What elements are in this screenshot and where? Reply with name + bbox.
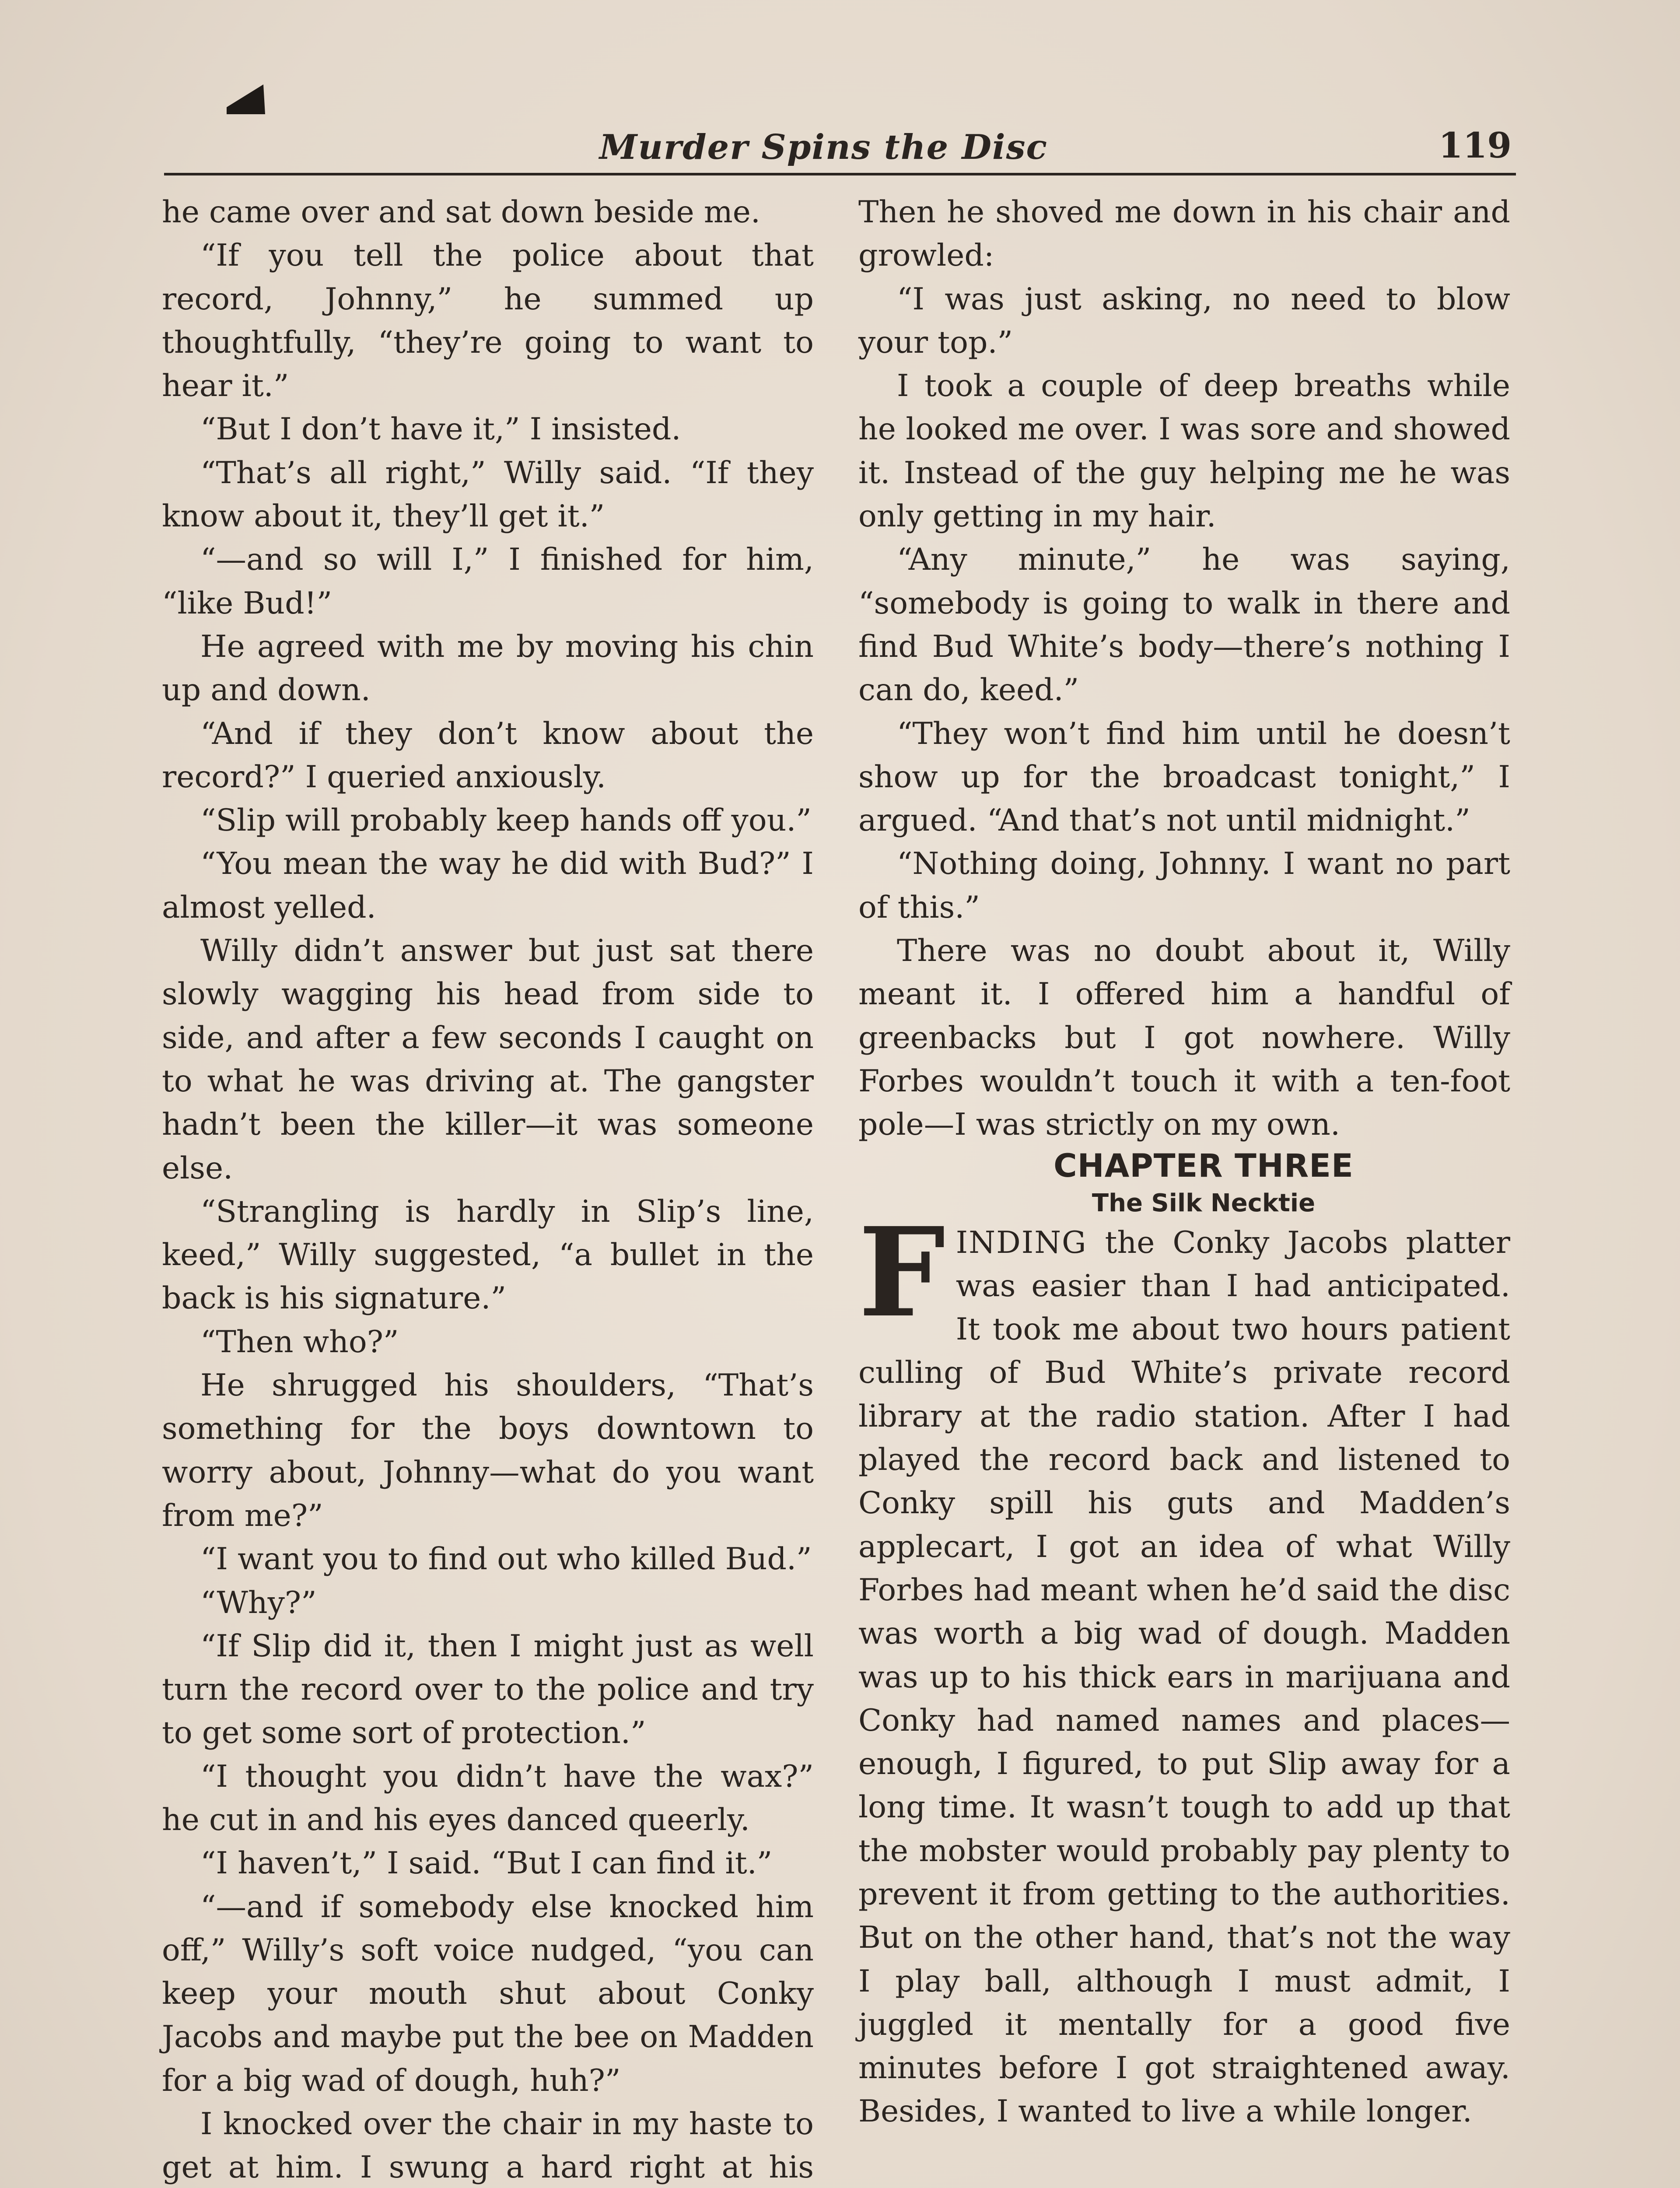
paragraph: “I haven’t,” I said. “But I can find it.” bbox=[200, 1845, 773, 1881]
paragraph: “And if they don’t know about the record?” I queried anxiously. bbox=[162, 715, 814, 795]
paragraph: “If Slip did it, then I might just as well turn the record over to the police and try to get some sort of protection.” bbox=[162, 1628, 814, 1751]
lead-words: INDING bbox=[956, 1224, 1087, 1260]
paragraph: I knocked over the chair in my haste to get at him. I swung a hard right at his bbox=[162, 2106, 814, 2185]
paragraph: “If you tell the police about that record, Johnny,” he summed up thoughtfully, “they’re going to want to hear it.” bbox=[162, 238, 814, 404]
paragraph: “You mean the way he did with Bud?” I almost yelled. bbox=[162, 846, 814, 925]
paragraph: “Slip will probably keep hands off you.” bbox=[200, 803, 812, 838]
paragraph: There was no doubt about it, Willy meant it. I offered him a handful of greenbacks but I got nowhere. Willy Forbes wouldn’t touch it with a ten-foot pole—I was strictly on my own. bbox=[858, 933, 1510, 1143]
left-column bbox=[162, 190, 814, 2188]
paragraph: He shrugged his shoulders, “That’s something for the boys downtown to worry about, Johnny—what do you want from me?” bbox=[162, 1368, 814, 1533]
paragraph: “Strangling is hardly in Slip’s line, keed,” Willy suggested, “a bullet in the back is his signature.” bbox=[162, 1193, 814, 1316]
paragraph: “They won’t find him until he doesn’t show up for the broadcast tonight,” I argued. “And that’s not until midnight.” bbox=[858, 715, 1510, 838]
paragraph: “That’s all right,” Willy said. “If they know about it, they’ll get it.” bbox=[162, 455, 814, 534]
page-header bbox=[164, 125, 1516, 175]
right-column bbox=[858, 190, 1510, 2133]
drop-cap: F bbox=[858, 1200, 945, 1345]
paragraph: Willy didn’t answer but just sat there slowly wagging his head from side to side, and after a few seconds I caught on to what he was driving at. The gangster hadn’t been the killer—it was someone else. bbox=[162, 933, 814, 1186]
chapter-title: CHAPTER THREE bbox=[1054, 1147, 1354, 1185]
paragraph: “Why?” bbox=[200, 1585, 317, 1620]
paragraph: he came over and sat down beside me. bbox=[162, 194, 760, 230]
paragraph: “—and so will I,” I finished for him, “like Bud!” bbox=[162, 542, 814, 621]
page-number: 119 bbox=[1438, 125, 1512, 166]
right-column-text bbox=[858, 190, 1510, 1147]
paragraph: “I thought you didn’t have the wax?” he cut in and his eyes danced queerly. bbox=[162, 1758, 814, 1837]
paragraph: I took a couple of deep breaths while he looked me over. I was sore and showed it. Instead of the guy helping me he was only getting in my hair. bbox=[858, 368, 1510, 534]
paragraph: “I want you to find out who killed Bud.” bbox=[200, 1541, 812, 1577]
running-title: Murder Spins the Disc bbox=[599, 127, 1048, 167]
paragraph: “Then who?” bbox=[200, 1324, 399, 1360]
chapter-subtitle: The Silk Necktie bbox=[1092, 1189, 1316, 1217]
paragraph: “—and if somebody else knocked him off,” Willy’s soft voice nudged, “you can keep your mouth shut about Conky Jacobs and maybe put the bee on Madden for a big wad of dough, huh?” bbox=[162, 1889, 814, 2098]
paragraph: “I was just asking, no need to blow your top.” bbox=[858, 281, 1510, 360]
paragraph: Then he shoved me down in his chair and growled: bbox=[858, 194, 1510, 274]
paragraph: “Any minute,” he was saying, “somebody is going to walk in there and find Bud White’s body—there’s nothing I can do, keed.” bbox=[858, 542, 1510, 708]
paragraph: “But I don’t have it,” I insisted. bbox=[200, 411, 681, 447]
paragraph: He agreed with me by moving his chin up and down. bbox=[162, 628, 814, 708]
paragraph: “Nothing doing, Johnny. I want no part of this.” bbox=[858, 846, 1510, 925]
opening-text: the Conky Jacobs platter was easier than I had anticipated. It took me about two hours patient culling of Bud White’s private record library at the radio station. After I had played the record back and listened to Conky spill his guts and Madden’s applecart, I got an idea of what Willy Forbes had meant when he’d said the disc was worth a big wad of dough. Madden was up to his thick ears in marijuana and Conky had named names and places—enough, I figured, to put Slip away for a long time. It wasn’t tough to add up that the mobster would probably pay plenty to prevent it from getting to the authorities. But on the other hand, that’s not the way I play ball, although I must admit, I juggled it mentally for a good five minutes before I got straightened away. Besides, I wanted to live a while longer. bbox=[858, 1224, 1510, 2129]
corner-mark-icon bbox=[223, 77, 276, 116]
